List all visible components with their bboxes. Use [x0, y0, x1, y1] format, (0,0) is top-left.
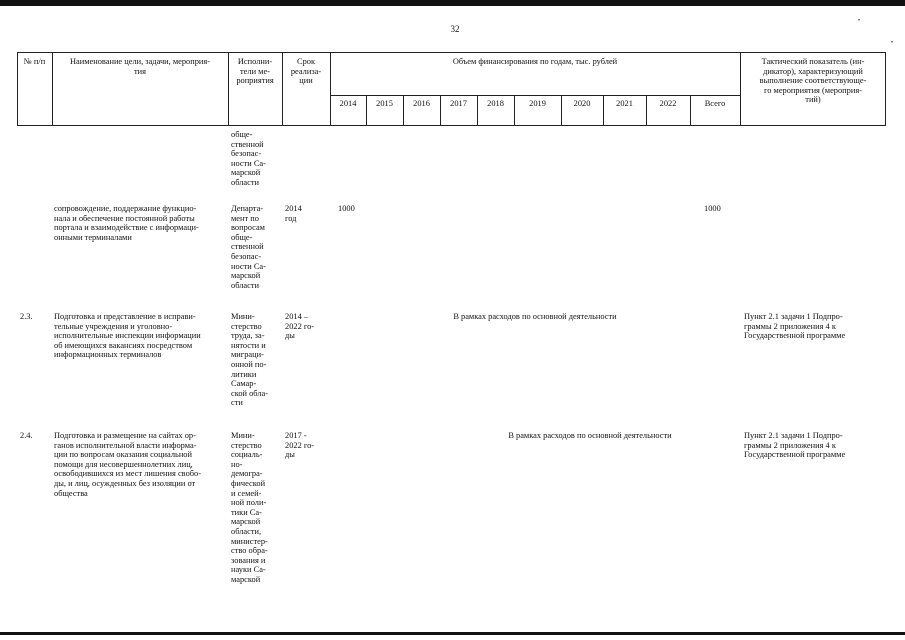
row-term: 2014 год [285, 204, 302, 223]
year-2018: 2018 [487, 99, 504, 108]
year-2017: 2017 [450, 99, 467, 108]
row-value-total: 1000 [704, 204, 721, 213]
row-value-2014: 1000 [338, 204, 355, 213]
row-name: сопровождение, поддержание функцио- нала и обеспечение постоянной работы портала и взаимодействие с информаци- онными терминалами [54, 204, 199, 242]
bottom-border [0, 632, 905, 635]
row-financing-note: В рамках расходов по основной деятельности [453, 312, 617, 321]
header-executor: Исполни- тели ме- роприятия [236, 57, 274, 86]
row-executor: Департа- мент по вопросам обще- ственной безопас- ности Са- марской области [231, 204, 266, 290]
header-indicator: Тактический показатель (ин- дикатор), характеризующий выполнение соответствующе- го мероприятия (мероприя- тий) [759, 57, 867, 105]
row-financing-note: В рамках расходов по основной деятельности [508, 431, 672, 440]
scan-speck: • [858, 18, 861, 24]
header-name: Наименование цели, задачи, мероприя- тия [69, 57, 211, 76]
scan-speck: • [891, 40, 894, 46]
row-name: Подготовка и размещение на сайтах ор- ганов исполнительной власти информа- ции по вопросам оказания социальной помощи для несовершеннолетних лиц, освободившихся из мест лишения свобо- ды, и лиц, осужденных без изоляции от общества [54, 431, 201, 498]
row-indicator: Пункт 2.1 задачи 1 Подпро- граммы 2 приложения 4 к Государственной программе [744, 312, 846, 341]
row-executor: обще- ственной безопас- ности Са- марской области [231, 130, 266, 187]
header-num: № п/п [23, 57, 46, 66]
top-border [0, 0, 905, 6]
year-total: Всего [704, 99, 726, 108]
row-term: 2017 - 2022 го- ды [285, 431, 315, 460]
row-num: 2.3. [20, 312, 33, 321]
header-financing: Объем финансирования по годам, тыс. рублей [452, 57, 618, 66]
year-2022: 2022 [659, 99, 677, 108]
year-2020: 2020 [573, 99, 591, 108]
year-2014: 2014 [339, 99, 357, 108]
year-2019: 2019 [529, 99, 546, 108]
header-term: Срок реализа- ции [290, 57, 322, 86]
row-executor: Мини- стерство социаль- но- демогра- фической и семей- ной поли- тики Са- марской области, министер- ство обра- зования и науки Са- марской [231, 431, 268, 584]
row-indicator: Пункт 2.1 задачи 1 Подпро- граммы 2 приложения 4 к Государственной программе [744, 431, 846, 460]
year-2016: 2016 [413, 99, 430, 108]
page-number: 32 [450, 24, 460, 34]
row-num: 2.4. [20, 431, 33, 440]
year-2021: 2021 [616, 99, 633, 108]
row-executor: Мини- стерство труда, за- нятости и миграци- онной по- литики Самар- ской обла- сти [231, 312, 269, 408]
year-2015: 2015 [376, 99, 393, 108]
row-name: Подготовка и представление в исправи- тельные учреждения и уголовно- исполнительные инспекции информации об имеющихся вакансиях посредством информационных терминалов [54, 312, 201, 360]
row-term: 2014 – 2022 го- ды [285, 312, 315, 341]
